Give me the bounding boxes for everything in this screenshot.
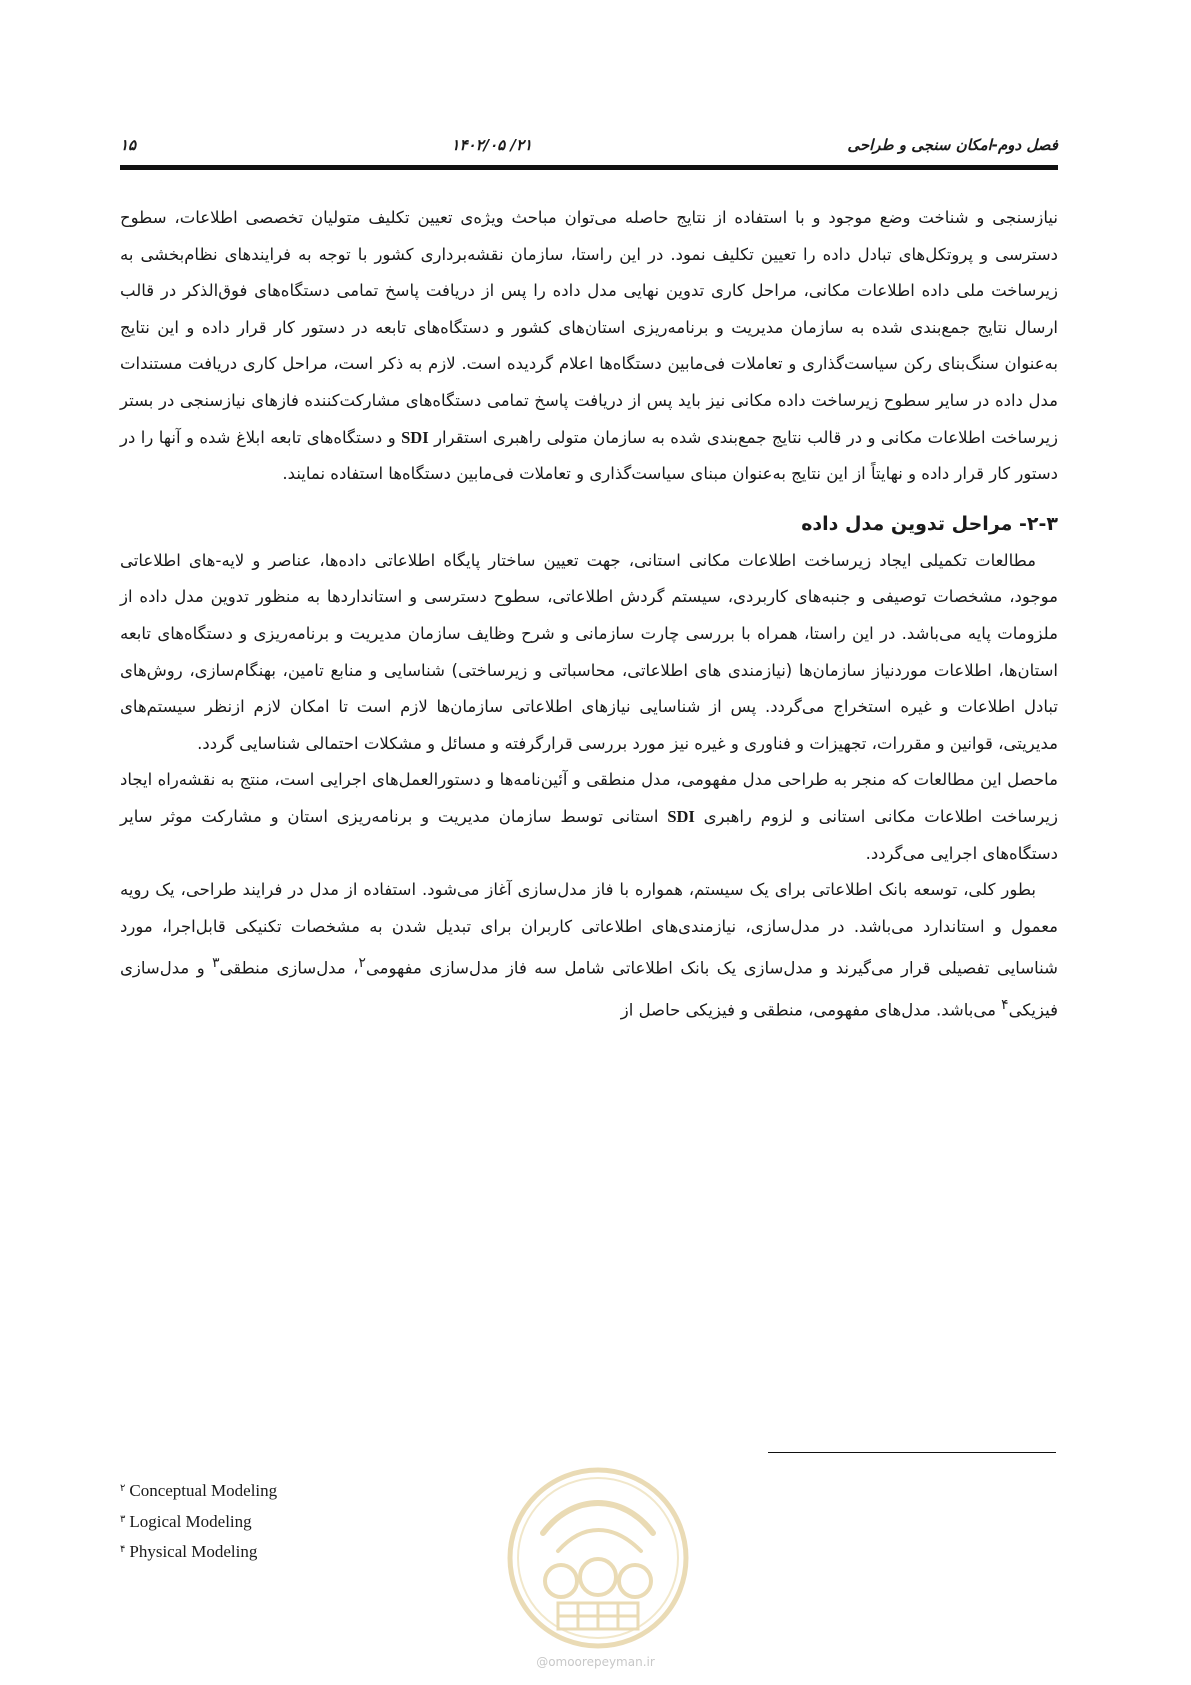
paragraph-3: ماحصل این مطالعات که منجر به طراحی مدل مفهومی، مدل منطقی و آئین‌نامه‌ها و دستورالعمل‌های اجرایی است، منتج به نقشه‌راه ایجاد زیرساخت اطلاعات مکانی استانی و لزوم راهبری SDI استانی توسط سازمان مدیریت و برنامه‌ریزی استان و مشارکت موثر سایر دستگاه‌های اجرایی می‌گردد. [120, 770, 1058, 863]
page-number: ۱۵ [120, 136, 137, 154]
footnote-rule [768, 1452, 1056, 1453]
chapter-title: فصل دوم-امکان سنجی و طراحی [847, 136, 1058, 154]
sdi-term: SDI [667, 806, 695, 826]
footnote-ref-4[interactable]: ۴ [1001, 997, 1009, 1014]
footnote-item: $^۴$ Physical Modeling [120, 1542, 258, 1561]
header-rule-thin [120, 169, 1058, 170]
page-header [120, 128, 1058, 162]
paragraph-2: مطالعات تکمیلی ایجاد زیرساخت اطلاعات مکانی استانی، جهت تعیین ساختار پایگاه اطلاعاتی داده‌ها، عناصر و لایه-های اطلاعاتی موجود، مشخصات توصیفی و جنبه‌های کاربردی، سیستم گردش اطلاعاتی، سطوح دسترسی و استانداردها به منظور تدوین مدل داده از ملزومات پایه می‌باشد. در این راستا، همراه با بررسی چارت سازمانی و شرح وظایف سازمان مدیریت و برنامه‌ریزی و دستگاه‌های تابعه استان‌ها، اطلاعات موردنیاز سازمان‌ها (نیازمندی های اطلاعاتی، محاسباتی و زیرساختی) شناسایی و منابع تامین، بهنگام‌سازی، روش‌های تبادل اطلاعات و غیره استخراج می‌گردد. پس از شناسایی نیازهای اطلاعاتی سازمان‌ها لازم است تا امکان لازم ازنظر سیستم‌های مدیریتی، قوانین و مقررات، تجهیزات و فناوری و غیره نیز مورد بررسی قرارگرفته و مسائل و مشکلات احتمالی شناسایی گردد. [120, 550, 1058, 753]
footnotes [120, 1475, 277, 1567]
watermark-handle: @omoorepeyman.ir [536, 1655, 655, 1669]
footnote-ref-2[interactable]: ۲ [358, 955, 366, 972]
header-date: ۱۴۰۲/۰۵ /۲۱ [451, 136, 533, 154]
footnote-ref-3[interactable]: ۳ [212, 955, 220, 972]
paragraph-1: نیازسنجی و شناخت وضع موجود و با استفاده از نتایج حاصله می‌توان مباحث ویژه‌ی تعیین تکلیف متولیان تخصصی اطلاعات، سطوح دسترسی و پروتکل‌های تبادل داده را تعیین تکلیف نمود. در این راستا، سازمان نقشه‌برداری کشور با توجه به فرایندهای نظام‌بخشی به زیرساخت ملی داده اطلاعات مکانی، مراحل کاری تدوین نهایی مدل داده را پس از دریافت پاسخ تمامی دستگاه‌های فوق‌الذکر در قالب ارسال نتایج جمع‌بندی شده به سازمان مدیریت و برنامه‌ریزی استان‌های کشور و دستگاه‌های تابعه در دستور کار قرار داده و این نتایج به‌عنوان سنگ‌بنای رکن سیاست‌گذاری و تعاملات فی‌مابین دستگاه‌ها اعلام گردیده است. لازم به ذکر است، مراحل کاری دریافت مستندات مدل داده در سایر سطوح زیرساخت داده مکانی نیز باید پس از دریافت پاسخ تمامی دستگاه‌های مشارکت‌کننده فازهای نیازسنجی در بستر زیرساخت اطلاعات مکانی و در قالب نتایج جمع‌بندی شده به سازمان متولی راهبری استقرار SDI و دستگاه‌های تابعه ابلاغ شده و آنها را در دستور کار قرار داده و نهایتاً از این نتایج به‌عنوان مبنای سیاست‌گذاری و تعاملات فی‌مابین دستگاه‌ها استفاده نمایند. [120, 208, 1058, 484]
paragraph-4: بطور کلی، توسعه بانک اطلاعاتی برای یک سیستم، همواره با فاز مدل‌سازی آغاز می‌شود. استفاده از مدل در فرایند طراحی، یک رویه معمول و استاندارد می‌باشد. در مدل‌سازی، نیازمندی‌های اطلاعاتی کاربران برای تبدیل شدن به مشخصات تکنیکی قابل‌اجرا، مورد شناسایی تفصیلی قرار می‌گیرند و مدل‌سازی یک بانک اطلاعاتی شامل سه فاز مدل‌سازی مفهومی$^۲$، مدل‌سازی منطقی$^۳$ و مدل‌سازی فیزیکی$^۴$ می‌باشد. مدل‌های مفهومی، منطقی و فیزیکی حاصل از [120, 880, 1058, 1020]
footnote-item: $^۳$ Logical Modeling [120, 1511, 252, 1531]
footnote-item: $^۲$ Conceptual Modeling [120, 1481, 278, 1500]
seal-logo-icon [503, 1463, 693, 1653]
section-heading: ۲-۳- مراحل تدوین مدل داده [801, 512, 1058, 535]
main-content [120, 200, 1058, 1029]
sdi-term: SDI [401, 427, 429, 447]
